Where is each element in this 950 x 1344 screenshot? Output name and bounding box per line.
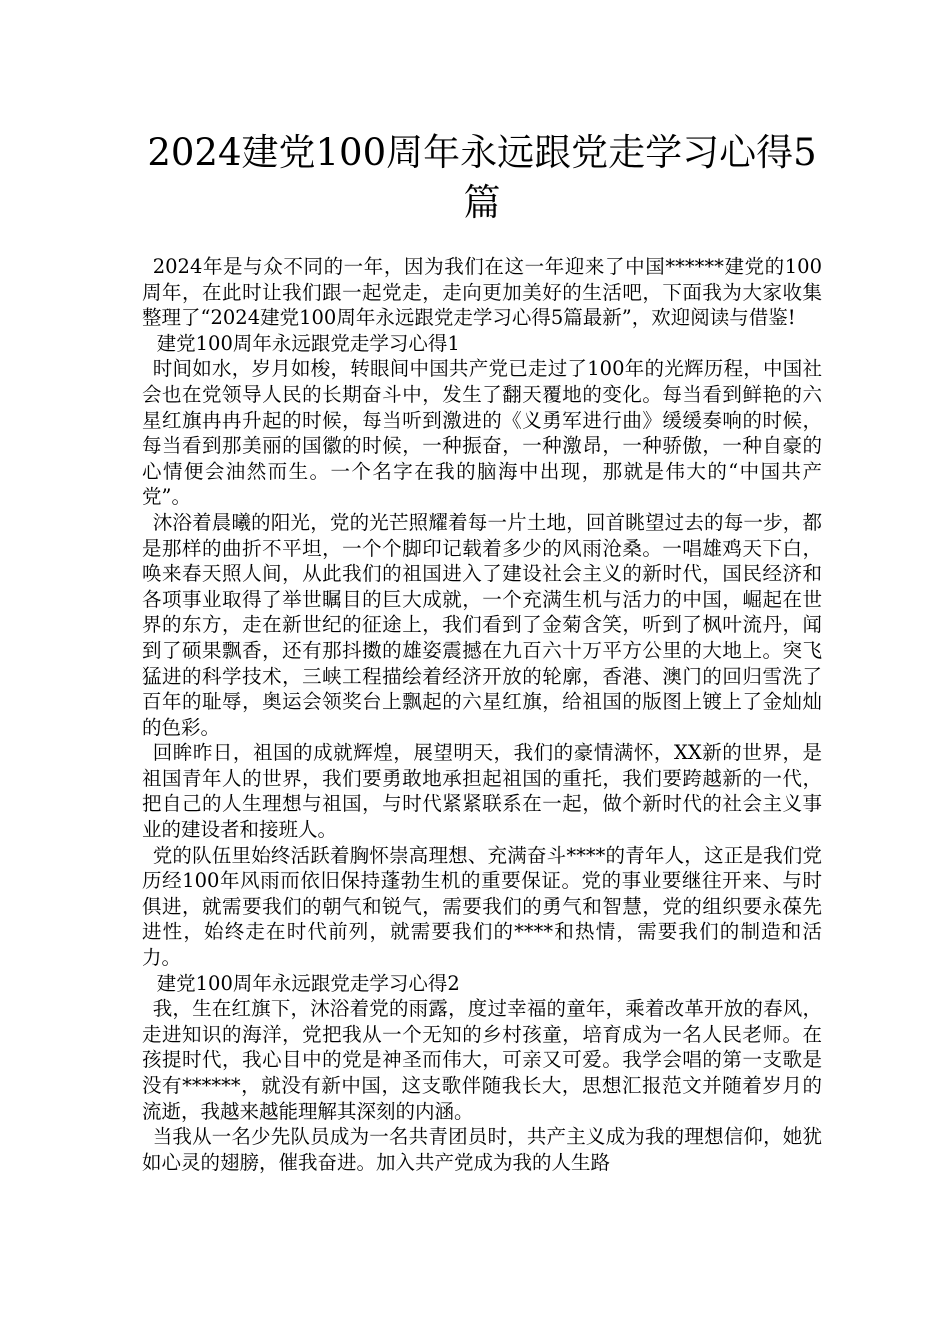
section1-paragraph: 党的队伍里始终活跃着胸怀崇高理想、充满奋斗****的青年人，这正是我们党历经100年风雨而依旧保持蓬勃生机的重要保证。党的事业要继往开来、与时俱进，就需要我们的朝气和锐气，需要我们的勇气和智慧，党的组织要永葆先进性，始终走在时代前列，就需要我们的****和热情，需要我们的制造和活力。 — [142, 843, 822, 970]
section1-paragraph: 时间如水，岁月如梭，转眼间中国共产党已走过了100年的光辉历程，中国社会也在党领导人民的长期奋斗中，发生了翻天覆地的变化。每当看到鲜艳的六星红旗冉冉升起的时候，每当听到激进的《义勇军进行曲》缓缓奏响的时候，每当看到那美丽的国徽的时候，一种振奋，一种激昂，一种骄傲，一种自豪的心情便会油然而生。一个名字在我的脑海中出现，那就是伟大的“中国共产党”。 — [142, 357, 822, 509]
section-heading-2: 建党100周年永远跟党走学习心得2 — [156, 971, 460, 995]
section2-paragraph: 我，生在红旗下，沐浴着党的雨露，度过幸福的童年，乘着改革开放的春风，走进知识的海洋，党把我从一个无知的乡村孩童，培育成为一名人民老师。在孩提时代，我心目中的党是神圣而伟大，可亲又可爱。我学会唱的第一支歌是没有******，就没有新中国，这支歌伴随我长大，思想汇报范文并随着岁月的流逝，我越来越能理解其深刻的内涵。 — [142, 997, 822, 1123]
intro-paragraph: 2024年是与众不同的一年，因为我们在这一年迎来了中国******建党的100周年，在此时让我们跟一起党走，走向更加美好的生活吧，下面我为大家收集整理了“2024建党100周年永远跟党走学习心得5篇最新”，欢迎阅读与借鉴! — [142, 255, 822, 330]
document-title: 2024建党100周年永远跟党走学习心得5篇 — [147, 131, 817, 224]
document-body — [142, 254, 822, 1175]
section-heading-1: 建党100周年永远跟党走学习心得1 — [156, 331, 460, 355]
section1-paragraph: 回眸昨日，祖国的成就辉煌，展望明天，我们的豪情满怀，XX新的世界，是祖国青年人的世界，我们要勇敢地承担起祖国的重托，我们要跨越新的一代，把自己的人生理想与祖国，与时代紧紧联系在一起，做个新时代的社会主义事业的建设者和接班人。 — [142, 741, 822, 842]
section1-paragraph: 沐浴着晨曦的阳光，党的光芒照耀着每一片土地，回首眺望过去的每一步，都是那样的曲折不平坦，一个个脚印记载着多少的风雨沧桑。一唱雄鸡天下白，唤来春天照人间，从此我们的祖国进入了建设社会主义的新时代，国民经济和各项事业取得了举世瞩目的巨大成就，一个充满生机与活力的中国，崛起在世界的东方，走在新世纪的征途上，我们看到了金菊含笑，听到了枫叶流丹，闻到了硕果飘香，还有那抖擞的雄姿震撼在九百六十万平方公里的大地上。突飞猛进的科学技术，三峡工程描绘着经济开放的轮廓，香港、澳门的回归雪洗了百年的耻辱，奥运会领奖台上飘起的六星红旗，给祖国的版图上镀上了金灿灿的色彩。 — [142, 510, 822, 739]
document-page — [142, 128, 822, 1175]
section2-paragraph: 当我从一名少先队员成为一名共青团员时，共产主义成为我的理想信仰，她犹如心灵的翅膀，催我奋进。加入共产党成为我的人生路 — [142, 1125, 822, 1174]
